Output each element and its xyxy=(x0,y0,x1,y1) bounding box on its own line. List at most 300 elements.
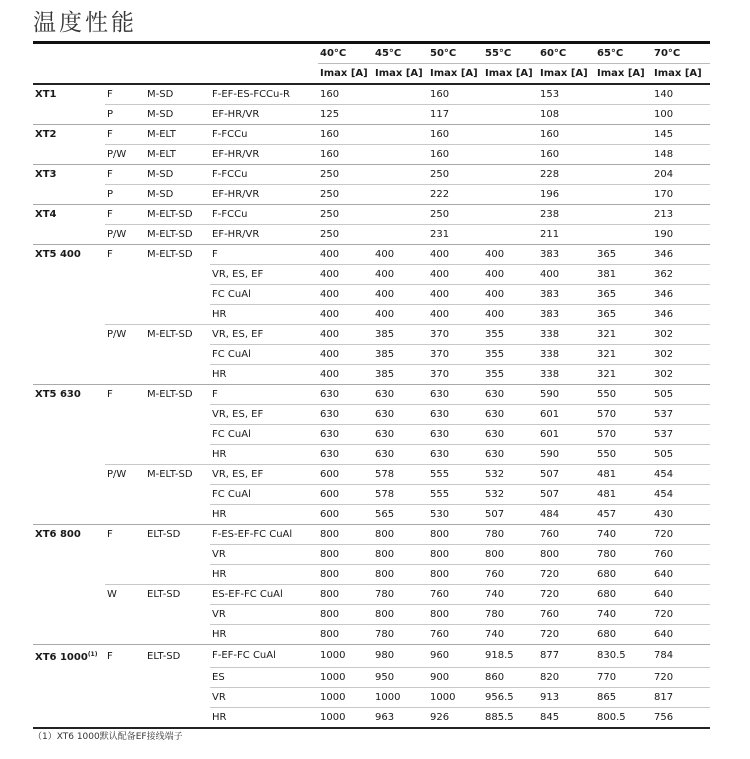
terminal-cell: FC CuAl xyxy=(210,345,318,365)
release-cell-empty xyxy=(145,707,210,728)
frame-cell-empty xyxy=(33,365,105,385)
imax-value-cell: 800 xyxy=(428,545,483,565)
imax-value-cell: 900 xyxy=(428,667,483,687)
terminal-cell: F-FCCu xyxy=(210,165,318,185)
frame-cell xyxy=(33,525,105,545)
imax-value-cell: 400 xyxy=(373,305,428,325)
imax-value-cell: 630 xyxy=(318,425,373,445)
imax-value-cell: 383 xyxy=(538,245,595,265)
version-cell-empty xyxy=(105,605,145,625)
imax-value-cell: 370 xyxy=(428,365,483,385)
imax-value-cell xyxy=(595,125,652,145)
release-cell: M-SD xyxy=(145,105,210,125)
temperature-header: 60°C xyxy=(538,43,595,64)
version-cell: F xyxy=(105,205,145,225)
imax-value-cell: 383 xyxy=(538,285,595,305)
table-row xyxy=(33,305,710,325)
release-cell-empty xyxy=(145,505,210,525)
frame-cell-empty xyxy=(33,565,105,585)
imax-value-cell: 800 xyxy=(318,585,373,605)
imax-value-cell: 250 xyxy=(318,185,373,205)
table-row xyxy=(33,565,710,585)
imax-value-cell: 570 xyxy=(595,405,652,425)
version-cell-empty xyxy=(105,365,145,385)
frame-label: XT4 xyxy=(35,209,57,221)
release-cell-empty xyxy=(145,687,210,707)
imax-value-cell: 222 xyxy=(428,185,483,205)
unit-header: Imax [A] xyxy=(652,64,710,85)
terminal-cell: FC CuAl xyxy=(210,285,318,305)
imax-value-cell: 800 xyxy=(428,525,483,545)
imax-value-cell xyxy=(373,165,428,185)
imax-value-cell: 250 xyxy=(318,165,373,185)
terminal-cell: FC CuAl xyxy=(210,485,318,505)
imax-value-cell: 720 xyxy=(538,565,595,585)
imax-value-cell: 926 xyxy=(428,707,483,728)
imax-value-cell: 507 xyxy=(538,485,595,505)
version-cell: P/W xyxy=(105,225,145,245)
table-row xyxy=(33,205,710,225)
imax-value-cell: 570 xyxy=(595,425,652,445)
imax-value-cell xyxy=(373,205,428,225)
terminal-cell: F-FCCu xyxy=(210,125,318,145)
imax-value-cell: 800 xyxy=(318,545,373,565)
terminal-cell: EF-HR/VR xyxy=(210,185,318,205)
terminal-cell: VR, ES, EF xyxy=(210,265,318,285)
imax-value-cell: 505 xyxy=(652,385,710,405)
version-cell-empty xyxy=(105,285,145,305)
imax-value-cell: 481 xyxy=(595,465,652,485)
terminal-cell: F xyxy=(210,245,318,265)
frame-cell-empty xyxy=(33,465,105,485)
imax-value-cell: 800.5 xyxy=(595,707,652,728)
version-cell: W xyxy=(105,585,145,605)
imax-value-cell: 630 xyxy=(483,385,538,405)
release-cell-empty xyxy=(145,405,210,425)
frame-cell-empty xyxy=(33,625,105,645)
imax-value-cell: 630 xyxy=(373,445,428,465)
imax-value-cell xyxy=(483,145,538,165)
table-row xyxy=(33,687,710,707)
imax-value-cell: 630 xyxy=(428,425,483,445)
imax-value-cell: 800 xyxy=(318,565,373,585)
imax-value-cell: 160 xyxy=(318,145,373,165)
table-row xyxy=(33,545,710,565)
frame-cell-empty xyxy=(33,305,105,325)
imax-value-cell: 845 xyxy=(538,707,595,728)
release-cell: M-SD xyxy=(145,165,210,185)
release-cell-empty xyxy=(145,605,210,625)
table-row xyxy=(33,225,710,245)
imax-value-cell: 760 xyxy=(652,545,710,565)
release-cell: M-ELT-SD xyxy=(145,385,210,405)
imax-value-cell: 454 xyxy=(652,485,710,505)
table-row xyxy=(33,667,710,687)
imax-value-cell: 960 xyxy=(428,645,483,668)
release-cell-empty xyxy=(145,305,210,325)
imax-value-cell: 365 xyxy=(595,245,652,265)
imax-value-cell: 1000 xyxy=(318,707,373,728)
header-row-temperature xyxy=(33,43,710,64)
imax-value-cell: 400 xyxy=(483,245,538,265)
version-cell-empty xyxy=(105,565,145,585)
table-row xyxy=(33,707,710,728)
imax-value-cell: 918.5 xyxy=(483,645,538,668)
imax-value-cell: 630 xyxy=(483,425,538,445)
imax-value-cell: 160 xyxy=(538,125,595,145)
imax-value-cell: 537 xyxy=(652,405,710,425)
imax-value-cell: 385 xyxy=(373,345,428,365)
imax-value-cell: 148 xyxy=(652,145,710,165)
imax-value-cell: 780 xyxy=(595,545,652,565)
frame-cell xyxy=(33,84,105,105)
frame-label: XT3 xyxy=(35,169,57,181)
imax-value-cell xyxy=(595,165,652,185)
imax-value-cell: 800 xyxy=(318,605,373,625)
imax-value-cell: 578 xyxy=(373,485,428,505)
imax-value-cell: 601 xyxy=(538,425,595,445)
version-cell: F xyxy=(105,525,145,545)
table-row xyxy=(33,185,710,205)
version-cell-empty xyxy=(105,305,145,325)
imax-value-cell: 346 xyxy=(652,305,710,325)
imax-value-cell: 457 xyxy=(595,505,652,525)
imax-value-cell: 740 xyxy=(483,625,538,645)
imax-value-cell: 507 xyxy=(483,505,538,525)
imax-value-cell xyxy=(595,205,652,225)
imax-value-cell: 400 xyxy=(318,265,373,285)
frame-label: XT5 630 xyxy=(35,389,81,401)
imax-value-cell xyxy=(595,84,652,105)
imax-value-cell: 800 xyxy=(318,625,373,645)
imax-value-cell: 125 xyxy=(318,105,373,125)
temperature-header: 40°C xyxy=(318,43,373,64)
version-cell-empty xyxy=(105,445,145,465)
terminal-cell: HR xyxy=(210,445,318,465)
imax-value-cell: 400 xyxy=(318,325,373,345)
version-cell-empty xyxy=(105,667,145,687)
imax-value-cell: 640 xyxy=(652,625,710,645)
imax-value-cell: 800 xyxy=(483,545,538,565)
release-cell: M-SD xyxy=(145,84,210,105)
imax-value-cell: 250 xyxy=(428,205,483,225)
imax-value-cell: 160 xyxy=(318,84,373,105)
frame-label: XT5 400 xyxy=(35,249,81,261)
unit-header: Imax [A] xyxy=(373,64,428,85)
imax-value-cell: 630 xyxy=(373,385,428,405)
imax-value-cell: 338 xyxy=(538,345,595,365)
unit-header: Imax [A] xyxy=(595,64,652,85)
imax-value-cell: 362 xyxy=(652,265,710,285)
frame-cell xyxy=(33,385,105,405)
imax-value-cell: 600 xyxy=(318,465,373,485)
imax-value-cell: 680 xyxy=(595,585,652,605)
table-row xyxy=(33,105,710,125)
table-row xyxy=(33,405,710,425)
frame-cell-empty xyxy=(33,485,105,505)
imax-value-cell: 170 xyxy=(652,185,710,205)
imax-value-cell xyxy=(595,145,652,165)
release-cell: M-ELT-SD xyxy=(145,245,210,265)
version-cell-empty xyxy=(105,505,145,525)
imax-value-cell: 250 xyxy=(318,225,373,245)
imax-value-cell: 720 xyxy=(652,525,710,545)
imax-value-cell: 238 xyxy=(538,205,595,225)
terminal-cell: VR xyxy=(210,545,318,565)
imax-value-cell: 338 xyxy=(538,365,595,385)
imax-value-cell: 355 xyxy=(483,345,538,365)
version-cell-empty xyxy=(105,545,145,565)
frame-cell-empty xyxy=(33,405,105,425)
imax-value-cell xyxy=(595,225,652,245)
imax-value-cell: 950 xyxy=(373,667,428,687)
version-cell: F xyxy=(105,645,145,668)
imax-value-cell xyxy=(483,225,538,245)
header-row-unit xyxy=(33,64,710,85)
table-row xyxy=(33,585,710,605)
terminal-cell: VR, ES, EF xyxy=(210,325,318,345)
temperature-performance-table xyxy=(33,41,710,729)
imax-value-cell: 740 xyxy=(595,525,652,545)
footnote: （1）XT6 1000默认配备EF接线端子 xyxy=(33,732,183,742)
frame-cell xyxy=(33,645,105,668)
table-row xyxy=(33,365,710,385)
imax-value-cell: 100 xyxy=(652,105,710,125)
imax-value-cell: 720 xyxy=(652,667,710,687)
footnote-marker: (1) xyxy=(87,651,98,658)
imax-value-cell: 800 xyxy=(373,525,428,545)
imax-value-cell: 160 xyxy=(538,145,595,165)
terminal-cell: ES xyxy=(210,667,318,687)
unit-header: Imax [A] xyxy=(318,64,373,85)
terminal-cell: F-EF-ES-FCCu-R xyxy=(210,84,318,105)
imax-value-cell xyxy=(483,84,538,105)
frame-cell xyxy=(33,245,105,265)
imax-value-cell: 430 xyxy=(652,505,710,525)
imax-value-cell: 963 xyxy=(373,707,428,728)
frame-cell xyxy=(33,125,105,145)
temperature-header: 70°C xyxy=(652,43,710,64)
terminal-cell: HR xyxy=(210,625,318,645)
imax-value-cell: 1000 xyxy=(318,667,373,687)
table-row xyxy=(33,445,710,465)
imax-value-cell: 321 xyxy=(595,345,652,365)
release-cell: ELT-SD xyxy=(145,525,210,545)
version-cell: F xyxy=(105,245,145,265)
imax-value-cell: 760 xyxy=(428,625,483,645)
version-cell-empty xyxy=(105,405,145,425)
release-cell-empty xyxy=(145,445,210,465)
imax-value-cell: 370 xyxy=(428,345,483,365)
imax-value-cell: 760 xyxy=(428,585,483,605)
imax-value-cell: 860 xyxy=(483,667,538,687)
imax-value-cell: 321 xyxy=(595,365,652,385)
imax-value-cell: 956.5 xyxy=(483,687,538,707)
imax-value-cell: 400 xyxy=(318,285,373,305)
release-cell: M-ELT xyxy=(145,145,210,165)
imax-value-cell: 780 xyxy=(483,525,538,545)
imax-value-cell: 400 xyxy=(318,345,373,365)
table-row xyxy=(33,285,710,305)
imax-value-cell: 590 xyxy=(538,445,595,465)
version-cell: F xyxy=(105,385,145,405)
table-row xyxy=(33,425,710,445)
imax-value-cell: 365 xyxy=(595,285,652,305)
imax-value-cell: 800 xyxy=(373,545,428,565)
imax-value-cell: 800 xyxy=(318,525,373,545)
imax-value-cell: 355 xyxy=(483,325,538,345)
imax-value-cell: 600 xyxy=(318,485,373,505)
imax-value-cell: 484 xyxy=(538,505,595,525)
terminal-cell: EF-HR/VR xyxy=(210,225,318,245)
release-cell: M-SD xyxy=(145,185,210,205)
imax-value-cell: 355 xyxy=(483,365,538,385)
terminal-cell: HR xyxy=(210,707,318,728)
imax-value-cell xyxy=(595,185,652,205)
version-cell: F xyxy=(105,165,145,185)
terminal-cell: F-FCCu xyxy=(210,205,318,225)
imax-value-cell: 160 xyxy=(318,125,373,145)
imax-value-cell: 302 xyxy=(652,365,710,385)
table-row xyxy=(33,265,710,285)
release-cell: M-ELT-SD xyxy=(145,325,210,345)
imax-value-cell: 454 xyxy=(652,465,710,485)
imax-value-cell: 153 xyxy=(538,84,595,105)
imax-value-cell: 140 xyxy=(652,84,710,105)
terminal-cell: ES-EF-FC CuAl xyxy=(210,585,318,605)
imax-value-cell: 537 xyxy=(652,425,710,445)
terminal-cell: F-EF-FC CuAl xyxy=(210,645,318,668)
imax-value-cell: 630 xyxy=(373,405,428,425)
imax-value-cell: 756 xyxy=(652,707,710,728)
imax-value-cell: 630 xyxy=(483,405,538,425)
imax-value-cell: 1000 xyxy=(373,687,428,707)
version-cell-empty xyxy=(105,425,145,445)
table-row xyxy=(33,525,710,545)
imax-value-cell: 1000 xyxy=(318,645,373,668)
version-cell-empty xyxy=(105,265,145,285)
imax-value-cell: 385 xyxy=(373,365,428,385)
imax-value-cell: 601 xyxy=(538,405,595,425)
frame-label: XT1 xyxy=(35,89,57,101)
release-cell-empty xyxy=(145,667,210,687)
release-cell-empty xyxy=(145,625,210,645)
imax-value-cell: 760 xyxy=(483,565,538,585)
imax-value-cell: 302 xyxy=(652,345,710,365)
imax-value-cell: 555 xyxy=(428,485,483,505)
imax-value-cell: 400 xyxy=(483,265,538,285)
terminal-cell: EF-HR/VR xyxy=(210,145,318,165)
imax-value-cell: 117 xyxy=(428,105,483,125)
table-row xyxy=(33,485,710,505)
frame-cell-empty xyxy=(33,707,105,728)
imax-value-cell: 250 xyxy=(428,165,483,185)
imax-value-cell: 578 xyxy=(373,465,428,485)
imax-value-cell: 680 xyxy=(595,625,652,645)
imax-value-cell: 400 xyxy=(483,305,538,325)
version-cell: P/W xyxy=(105,465,145,485)
terminal-cell: HR xyxy=(210,505,318,525)
imax-value-cell: 400 xyxy=(373,265,428,285)
imax-value-cell: 160 xyxy=(428,145,483,165)
imax-value-cell: 385 xyxy=(373,325,428,345)
imax-value-cell: 190 xyxy=(652,225,710,245)
imax-value-cell: 913 xyxy=(538,687,595,707)
terminal-cell: F xyxy=(210,385,318,405)
temperature-header: 50°C xyxy=(428,43,483,64)
imax-value-cell: 780 xyxy=(373,585,428,605)
version-cell: P/W xyxy=(105,325,145,345)
imax-value-cell: 865 xyxy=(595,687,652,707)
imax-value-cell: 630 xyxy=(483,445,538,465)
imax-value-cell: 1000 xyxy=(318,687,373,707)
table-row xyxy=(33,125,710,145)
version-cell-empty xyxy=(105,485,145,505)
imax-value-cell: 800 xyxy=(538,545,595,565)
frame-cell-empty xyxy=(33,345,105,365)
terminal-cell: VR xyxy=(210,605,318,625)
terminal-cell: F-ES-EF-FC CuAl xyxy=(210,525,318,545)
imax-value-cell: 550 xyxy=(595,385,652,405)
release-cell-empty xyxy=(145,265,210,285)
release-cell-empty xyxy=(145,425,210,445)
imax-value-cell: 800 xyxy=(373,565,428,585)
imax-value-cell: 800 xyxy=(373,605,428,625)
imax-value-cell: 550 xyxy=(595,445,652,465)
imax-value-cell: 400 xyxy=(318,245,373,265)
table-row xyxy=(33,605,710,625)
table-row xyxy=(33,325,710,345)
release-cell-empty xyxy=(145,345,210,365)
imax-value-cell: 760 xyxy=(538,525,595,545)
imax-value-cell: 630 xyxy=(318,445,373,465)
imax-value-cell: 400 xyxy=(483,285,538,305)
frame-cell-empty xyxy=(33,505,105,525)
imax-value-cell xyxy=(483,125,538,145)
version-cell-empty xyxy=(105,687,145,707)
imax-value-cell: 530 xyxy=(428,505,483,525)
imax-value-cell: 630 xyxy=(318,405,373,425)
frame-cell-empty xyxy=(33,687,105,707)
imax-value-cell: 211 xyxy=(538,225,595,245)
terminal-cell: VR, ES, EF xyxy=(210,465,318,485)
imax-value-cell xyxy=(373,84,428,105)
table-row xyxy=(33,505,710,525)
version-cell: P xyxy=(105,185,145,205)
temperature-header: 45°C xyxy=(373,43,428,64)
imax-value-cell: 640 xyxy=(652,565,710,585)
frame-cell-empty xyxy=(33,667,105,687)
imax-value-cell: 780 xyxy=(373,625,428,645)
imax-value-cell: 885.5 xyxy=(483,707,538,728)
imax-value-cell: 145 xyxy=(652,125,710,145)
imax-value-cell: 481 xyxy=(595,485,652,505)
release-cell: M-ELT-SD xyxy=(145,205,210,225)
imax-value-cell: 820 xyxy=(538,667,595,687)
frame-cell-empty xyxy=(33,605,105,625)
imax-value-cell: 770 xyxy=(595,667,652,687)
imax-value-cell: 817 xyxy=(652,687,710,707)
frame-label: XT2 xyxy=(35,129,57,141)
imax-value-cell: 160 xyxy=(428,125,483,145)
release-cell-empty xyxy=(145,545,210,565)
table-row xyxy=(33,165,710,185)
imax-value-cell: 640 xyxy=(652,585,710,605)
imax-value-cell: 590 xyxy=(538,385,595,405)
imax-value-cell: 720 xyxy=(652,605,710,625)
terminal-cell: HR xyxy=(210,305,318,325)
release-cell-empty xyxy=(145,285,210,305)
